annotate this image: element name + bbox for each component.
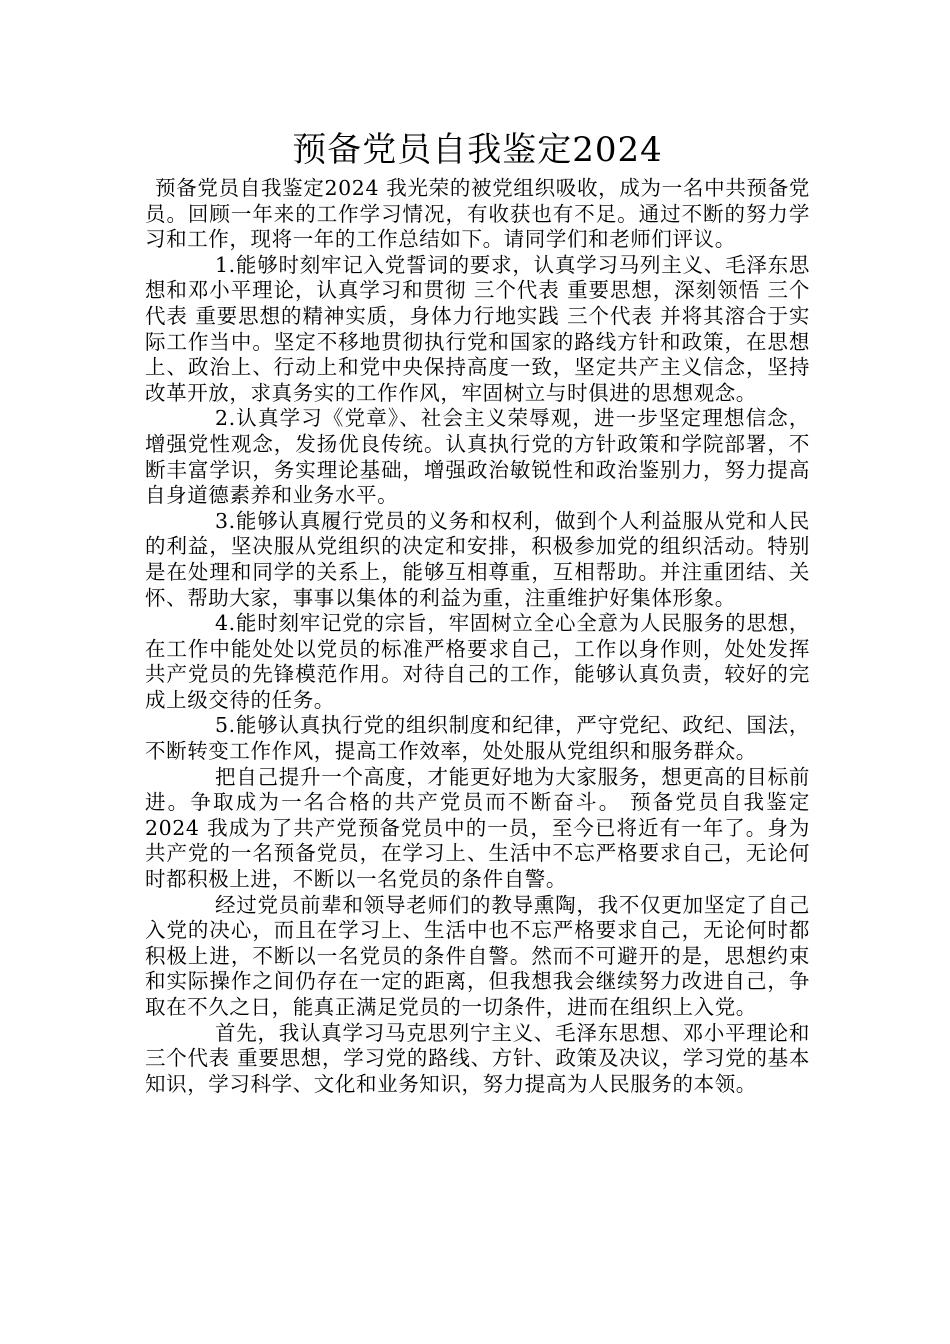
paragraph-item-1: 1.能够时刻牢记入党誓词的要求，认真学习马列主义、毛泽东思想和邓小平理论，认真学习和贯彻 三个代表 重要思想，深刻领悟 三个代表 重要思想的精神实质，身体力行地实践 三个代表 并将其溶合于实际工作当中。坚定不移地贯彻执行党和国家的路线方针和政策，在思想上、政治上、行动上和党中央保持高度一致，坚定共产主义信念，坚持改革开放，求真务实的工作作风，牢固树立与时俱进的思想观念。: [145, 252, 810, 405]
paragraph-item-5: 5.能够认真执行党的组织制度和纪律，严守党纪、政纪、国法，不断转变工作作风，提高工作效率，处处服从党组织和服务群众。: [145, 713, 810, 764]
paragraph-item-2: 2.认真学习《党章》、社会主义荣辱观，进一步坚定理想信念，增强党性观念，发扬优良传统。认真执行党的方针政策和学院部署，不断丰富学识，务实理论基础，增强政治敏锐性和政治鉴别力，努力提高自身道德素养和业务水平。: [145, 406, 810, 508]
paragraph-intro: 预备党员自我鉴定2024 我光荣的被党组织吸收，成为一名中共预备党员。回顾一年来的工作学习情况，有收获也有不足。通过不断的努力学习和工作，现将一年的工作总结如下。请同学们和老师们评议。: [145, 176, 810, 252]
document-page: [145, 128, 810, 1097]
paragraph-study: 首先，我认真学习马克思列宁主义、毛泽东思想、邓小平理论和 三个代表 重要思想，学习党的路线、方针、政策及决议，学习党的基本知识，学习科学、文化和业务知识，努力提高为人民服务的本领。: [145, 1020, 810, 1096]
paragraph-item-4: 4.能时刻牢记党的宗旨，牢固树立全心全意为人民服务的思想，在工作中能处处以党员的标准严格要求自己，工作以身作则，处处发挥共产党员的先锋模范作用。对待自己的工作，能够认真负责，较好的完成上级交待的任务。: [145, 611, 810, 712]
document-title: 预备党员自我鉴定2024: [292, 130, 663, 170]
paragraph-reflection: 经过党员前辈和领导老师们的教导熏陶，我不仅更加坚定了自己入党的决心，而且在学习上、生活中也不忘严格要求自己，无论何时都积极上进，不断以一名党员的条件自警。然而不可避开的是，思想约束和实际操作之间仍存在一定的距离，但我想我会继续努力改进自己，争取在不久之日，能真正满足党员的一切条件，进而在组织上入党。: [145, 892, 810, 1019]
paragraph-summary: 把自己提升一个高度，才能更好地为大家服务，想更高的目标前进。争取成为一名合格的共产党员而不断奋斗。 预备党员自我鉴定2024 我成为了共产党预备党员中的一员，至今已将近有一年了。身为共产党的一名预备党员，在学习上、生活中不忘严格要求自己，无论何时都积极上进，不断以一名党员的条件自警。: [145, 764, 810, 892]
paragraph-item-3: 3.能够认真履行党员的义务和权利，做到个人利益服从党和人民的利益，坚决服从党组织的决定和安排，积极参加党的组织活动。特别是在处理和同学的关系上，能够互相尊重，互相帮助。并注重团结、关怀、帮助大家，事事以集体的利益为重，注重维护好集体形象。: [145, 508, 810, 610]
